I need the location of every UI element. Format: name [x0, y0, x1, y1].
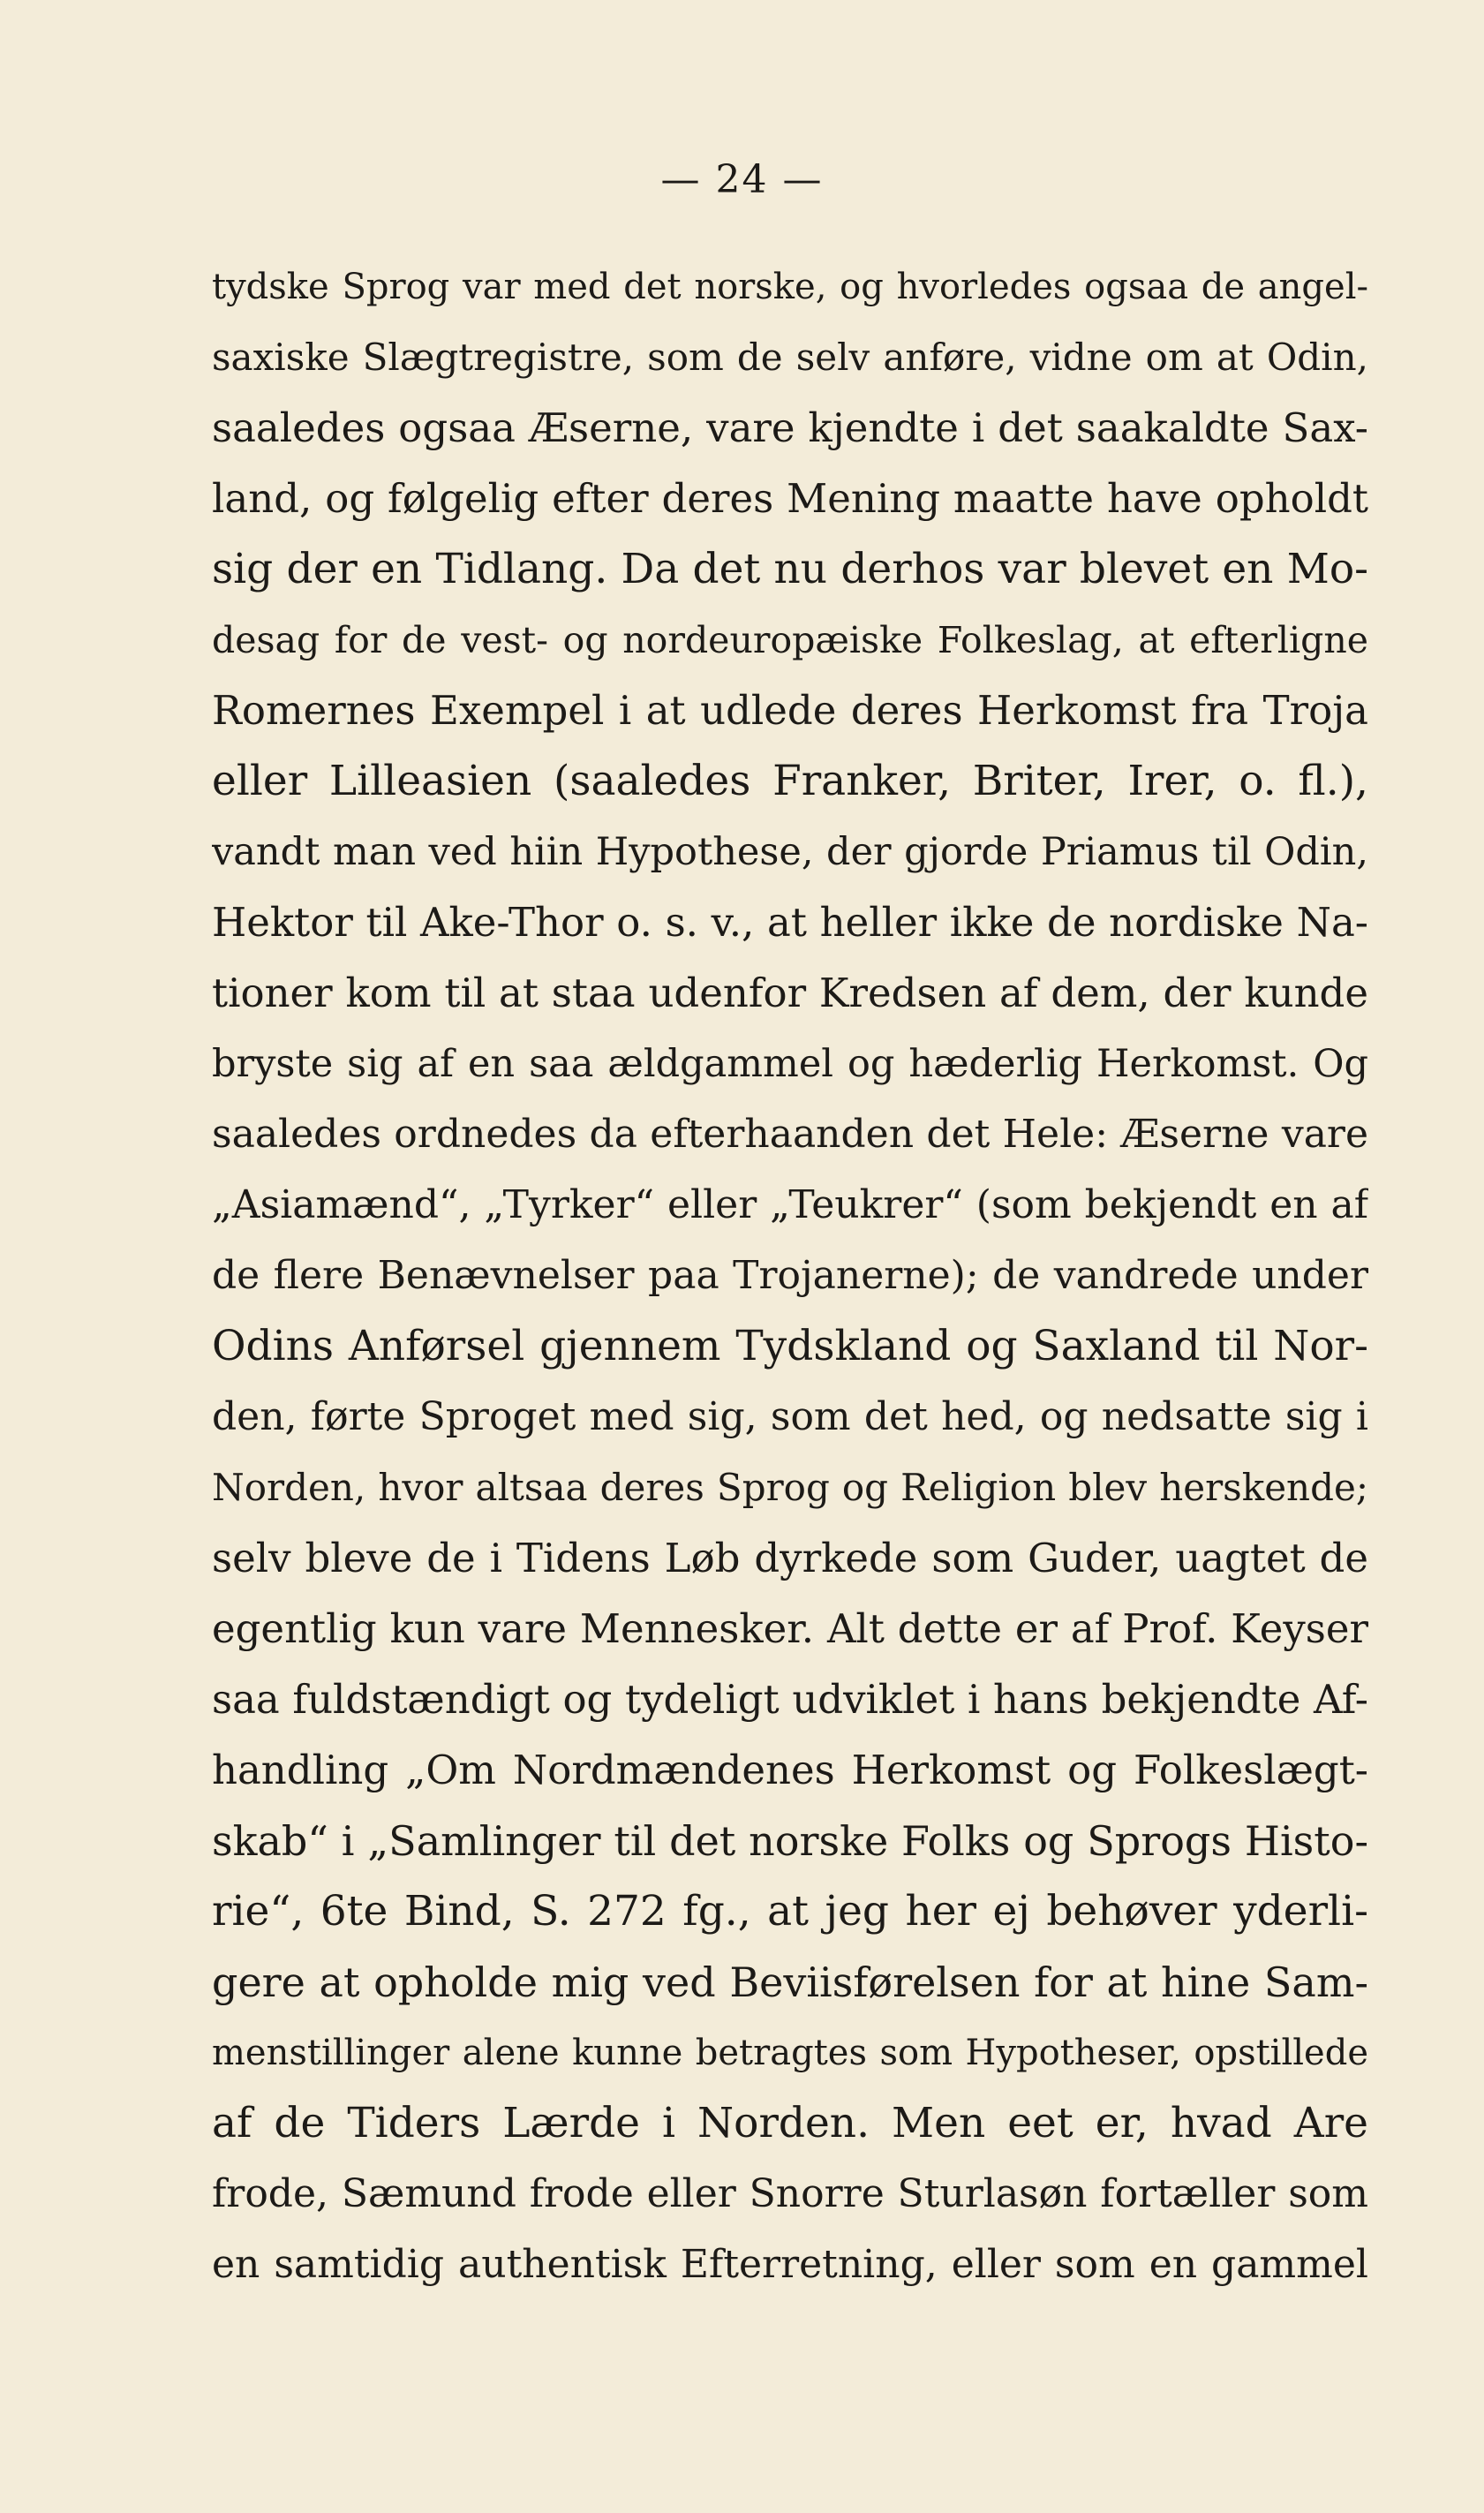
text-line: menstillinger alene kunne betragtes som Hypotheser, opstillede — [212, 2033, 1368, 2073]
page-number: — 24 — — [660, 157, 824, 202]
text-line: saaledes ordnedes da efterhaanden det Hele: Æserne vare — [212, 1112, 1368, 1157]
text-line: desag for de vest- og nordeuropæiske Folkeslag, at efterligne — [212, 619, 1368, 661]
text-line: saa fuldstændigt og tydeligt udviklet i hans bekjendte Af- — [212, 1676, 1368, 1723]
text-line: vandt man ved hiin Hypothese, der gjorde Priamus til Odin, — [212, 830, 1368, 874]
text-line: Odins Anførsel gjennem Tydskland og Saxland til Nor- — [212, 1322, 1368, 1370]
text-line: de flere Benævnelser paa Trojanerne); de vandrede under — [212, 1253, 1368, 1298]
text-line: egentlig kun vare Mennesker. Alt dette er af Prof. Keyser — [212, 1605, 1368, 1652]
text-line: gere at opholde mig ved Beviisførelsen for at hine Sam- — [212, 1958, 1368, 2006]
text-line: selv bleve de i Tidens Løb dyrkede som Guder, uagtet de — [212, 1535, 1368, 1581]
text-line: handling „Om Nordmændenes Herkomst og Folkeslægt- — [212, 1747, 1368, 1793]
body-text — [212, 252, 1368, 2300]
text-line: saaledes ogsaa Æserne, vare kjendte i det saakaldte Sax- — [212, 404, 1368, 451]
text-line: Hektor til Ake-Thor o. s. v., at heller ikke de nordiske Na- — [212, 899, 1368, 946]
text-line: sig der en Tidlang. Da det nu derhos var blevet en Mo- — [212, 545, 1368, 593]
text-line: rie“, 6te Bind, S. 272 fg., at jeg her ej behøver yderli- — [212, 1887, 1368, 1936]
text-line: den, førte Sproget med sig, som det hed, og nedsatte sig i — [212, 1394, 1368, 1439]
text-line: Norden, hvor altsaa deres Sprog og Religion blev herskende; — [212, 1466, 1368, 1509]
text-line: frode, Sæmund frode eller Snorre Sturlasøn fortæller som — [212, 2171, 1368, 2216]
text-line: „Asiamænd“, „Tyrker“ eller „Teukrer“ (som bekjendt en af — [212, 1182, 1368, 1227]
text-line: af de Tiders Lærde i Norden. Men eet er, hvad Are — [212, 2099, 1368, 2147]
text-line: skab“ i „Samlinger til det norske Folks og Sprogs Histo- — [212, 1817, 1368, 1865]
text-line: tydske Sprog var med det norske, og hvorledes ogsaa de angel- — [212, 267, 1368, 307]
text-line: bryste sig af en saa ældgammel og hæderlig Herkomst. Og — [212, 1042, 1368, 1086]
text-line: eller Lilleasien (saaledes Franker, Briter, Irer, o. fl.), — [212, 757, 1368, 805]
text-line: land, og følgelig efter deres Mening maatte have opholdt — [212, 475, 1368, 522]
text-line: tioner kom til at staa udenfor Kredsen af dem, der kunde — [212, 970, 1368, 1016]
text-line: Romernes Exempel i at udlede deres Herkomst fra Troja — [212, 687, 1368, 734]
text-line: saxiske Slægtregistre, som de selv anføre, vidne om at Odin, — [212, 336, 1368, 379]
text-line: en samtidig authentisk Efterretning, eller som en gammel — [212, 2242, 1368, 2287]
